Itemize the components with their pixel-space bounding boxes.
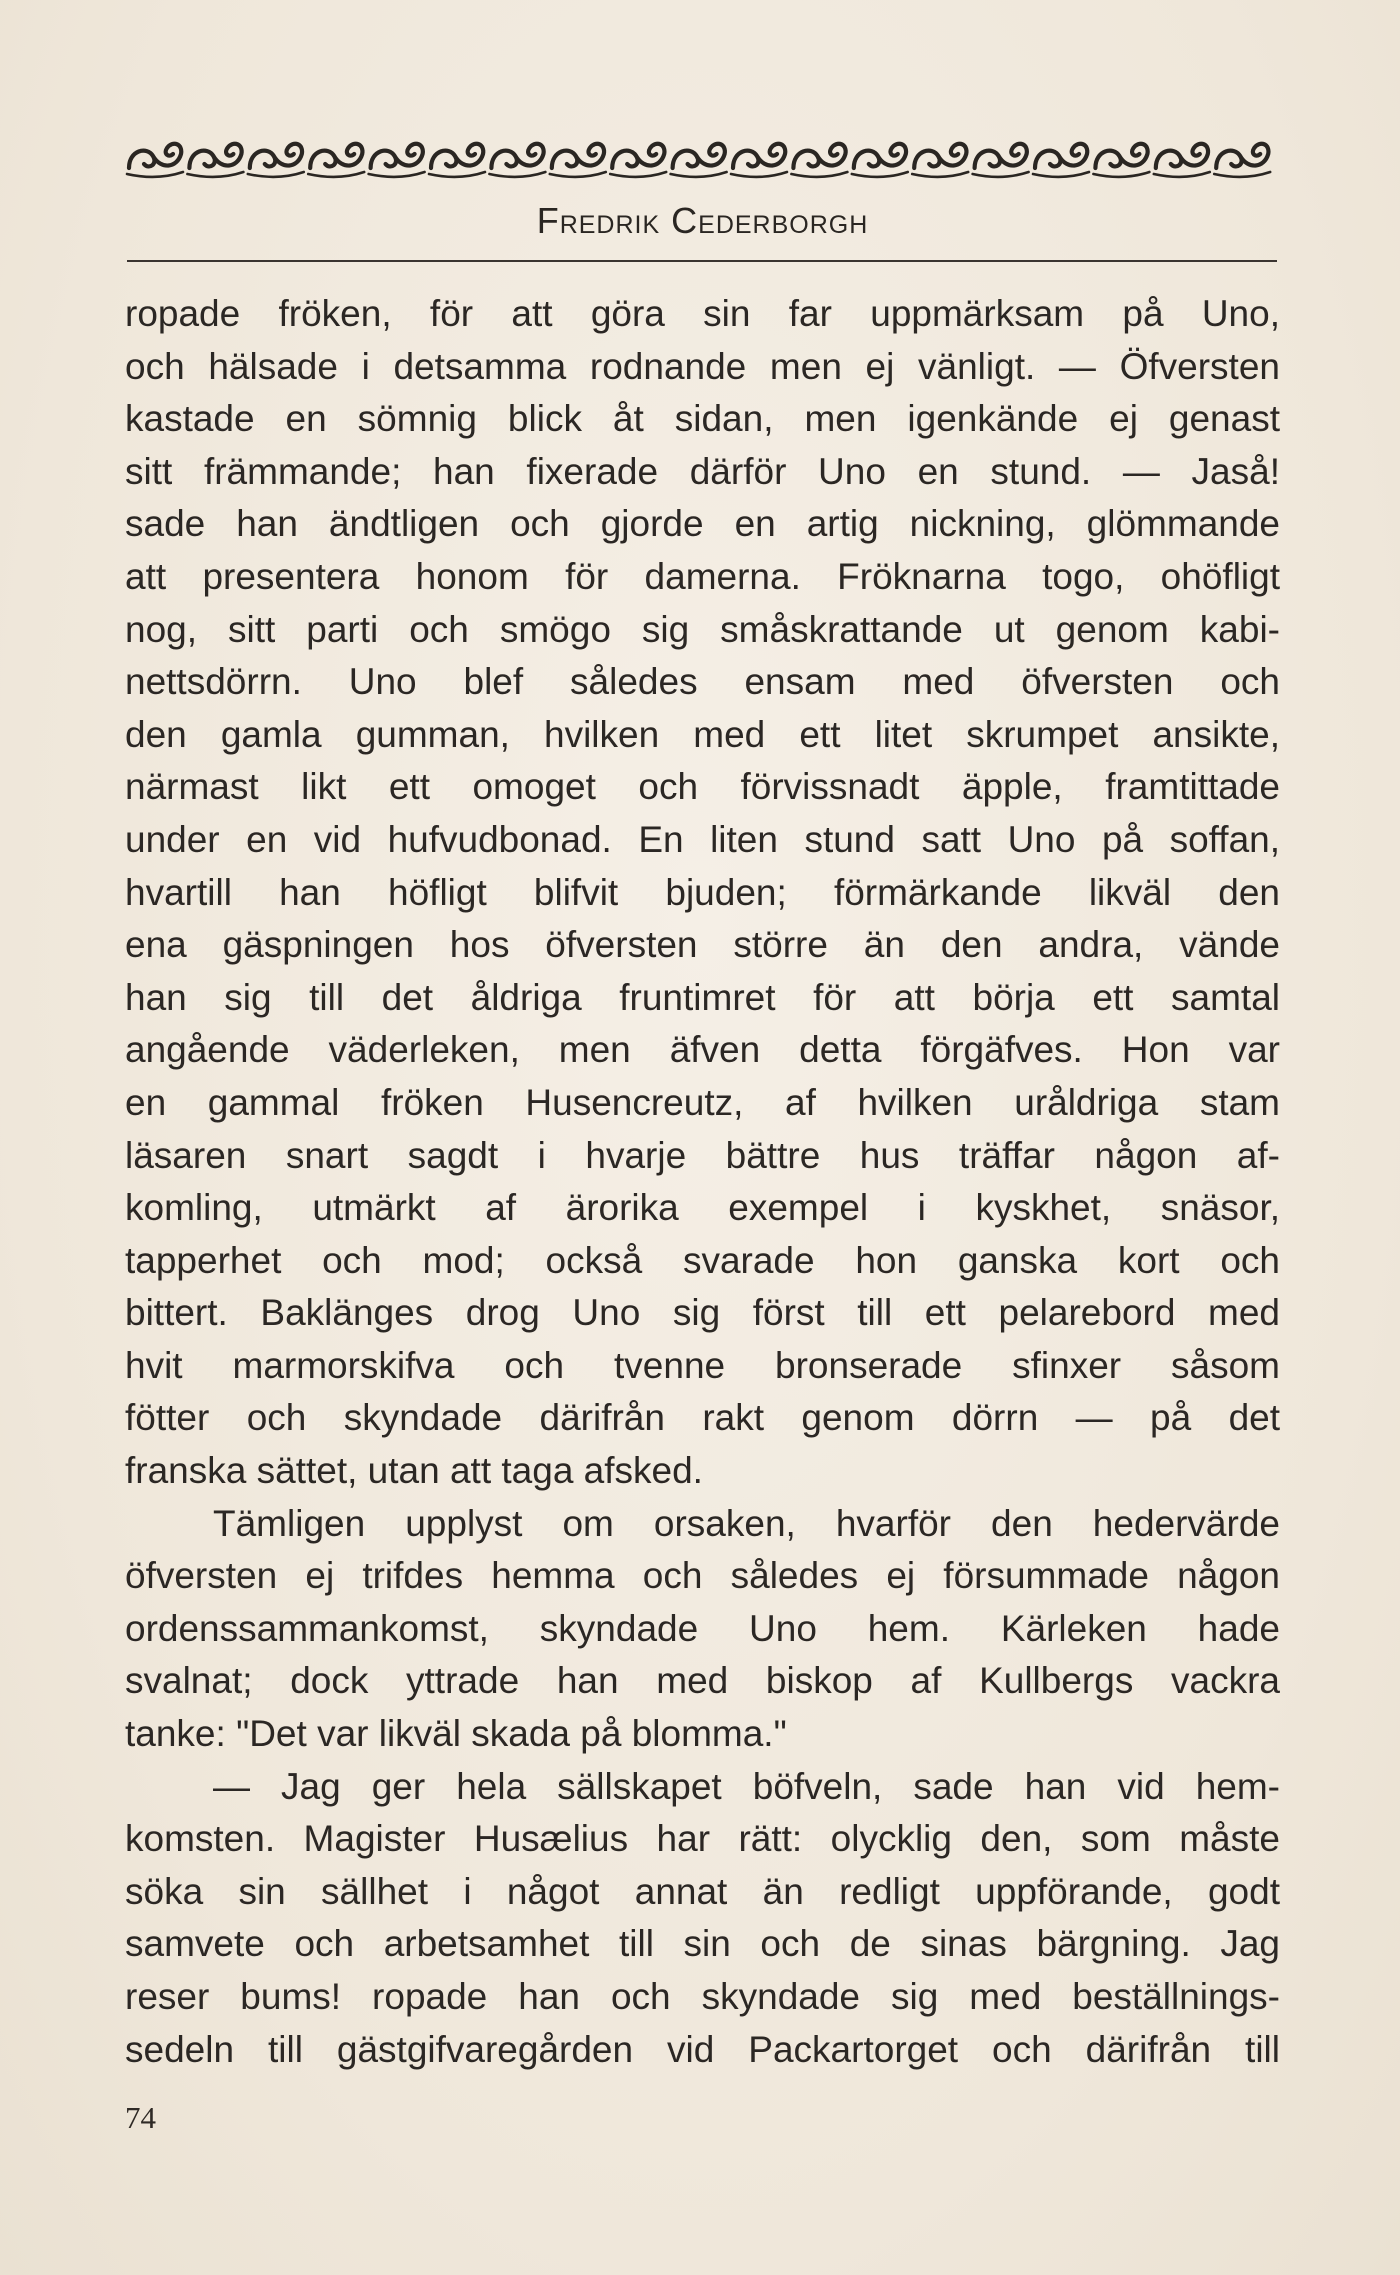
scroll-ornament-unit [610,144,666,177]
text-line: nettsdörrn. Uno blef således ensam med öfversten och [125,661,1280,703]
text-line: närmast likt ett omoget och förvissnadt äpple, framtittade [125,766,1280,808]
text-line: franska sättet, utan att taga afsked. [125,1450,703,1492]
header-rule [127,260,1277,262]
text-line: under en vid hufvudbonad. En liten stund satt Uno på soffan, [125,818,1280,860]
text-line: och hälsade i detsamma rodnande men ej vänligt. — Öfversten [125,345,1280,387]
scroll-ornament-unit [127,144,183,177]
text-line: läsaren snart sagdt i hvarje bättre hus träffar någon af- [125,1134,1280,1176]
text-line: tapperhet och mod; också svarade hon ganska kort och [125,1239,1280,1281]
scroll-ornament-unit [1214,144,1270,177]
scroll-ornament-unit [791,144,847,177]
scroll-ornament-unit [187,144,243,177]
decorative-scroll-border [125,128,1273,186]
text-line: — Jag ger hela sällskapet böfveln, sade han vid hem- [213,1765,1280,1807]
book-page [125,0,1280,2275]
text-line: ordenssammankomst, skyndade Uno hem. Kärleken hade [125,1607,1280,1649]
text-line: att presentera honom för damerna. Fröknarna togo, ohöfligt [125,555,1280,597]
scroll-ornament-unit [308,144,364,177]
text-line: han sig till det åldriga fruntimret för att börja ett samtal [125,976,1280,1018]
scroll-ornament-unit [1033,144,1089,177]
text-line: kastade en sömnig blick åt sidan, men igenkände ej genast [125,398,1280,440]
text-line: tanke: "Det var likväl skada på blomma." [125,1713,787,1755]
scroll-ornament-unit [1154,144,1210,177]
text-line: en gammal fröken Husencreutz, af hvilken uråldriga stam [125,1081,1280,1123]
text-line: svalnat; dock yttrade han med biskop af Kullbergs vackra [125,1660,1280,1702]
text-line: Tämligen upplyst om orsaken, hvarför den hedervärde [213,1502,1280,1544]
text-line: komsten. Magister Husælius har rätt: olycklig den, som måste [125,1818,1280,1860]
scroll-ornament-unit [489,144,545,177]
scroll-ornament-unit [912,144,968,177]
text-line: komling, utmärkt af ärorika exempel i kyskhet, snäsor, [125,1187,1280,1229]
text-line: bittert. Baklänges drog Uno sig först till ett pelarebord med [125,1292,1280,1334]
text-line: sade han ändtligen och gjorde en artig nickning, glömmande [125,503,1280,545]
text-line: ropade fröken, för att göra sin far uppmärksam på Uno, [125,293,1280,334]
page-number: 74 [125,2100,156,2135]
scroll-ornament-unit [671,144,727,177]
text-line: fötter och skyndade därifrån rakt genom dörrn — på det [125,1397,1280,1439]
text-line: hvartill han höfligt blifvit bjuden; förmärkande likväl den [125,871,1280,913]
scroll-ornament-unit [429,144,485,177]
scroll-ornament-unit [731,144,787,177]
running-head: Fredrik Cederborgh [536,200,869,241]
text-line: samvete och arbetsamhet till sin och de sinas bärgning. Jag [125,1923,1280,1965]
text-line: söka sin sällhet i något annat än redligt uppförande, godt [125,1870,1280,1912]
text-line: reser bums! ropade han och skyndade sig med beställnings- [125,1976,1280,2017]
scroll-ornament-unit [248,144,304,177]
scroll-ornament-unit [369,144,425,177]
text-line: hvit marmorskifva och tvenne bronserade sfinxer såsom [125,1344,1280,1386]
text-line: sitt främmande; han fixerade därför Uno en stund. — Jaså! [125,450,1280,492]
text-line: nog, sitt parti och smögo sig småskrattande ut genom kabi- [125,608,1280,650]
text-line: öfversten ej trifdes hemma och således ej försummade någon [125,1555,1280,1597]
scroll-ornament-unit [852,144,908,177]
text-line: den gamla gumman, hvilken med ett litet skrumpet ansikte, [125,713,1280,755]
text-line: angående väderleken, men äfven detta förgäfves. Hon var [125,1029,1280,1071]
text-line: sedeln till gästgifvaregården vid Packartorget och därifrån till [125,2028,1280,2070]
text-line: ena gäspningen hos öfversten större än den andra, vände [125,924,1280,966]
scroll-ornament-unit [973,144,1029,177]
scroll-ornament-unit [1093,144,1149,177]
body-text [125,288,1280,2076]
scroll-ornament-unit [550,144,606,177]
